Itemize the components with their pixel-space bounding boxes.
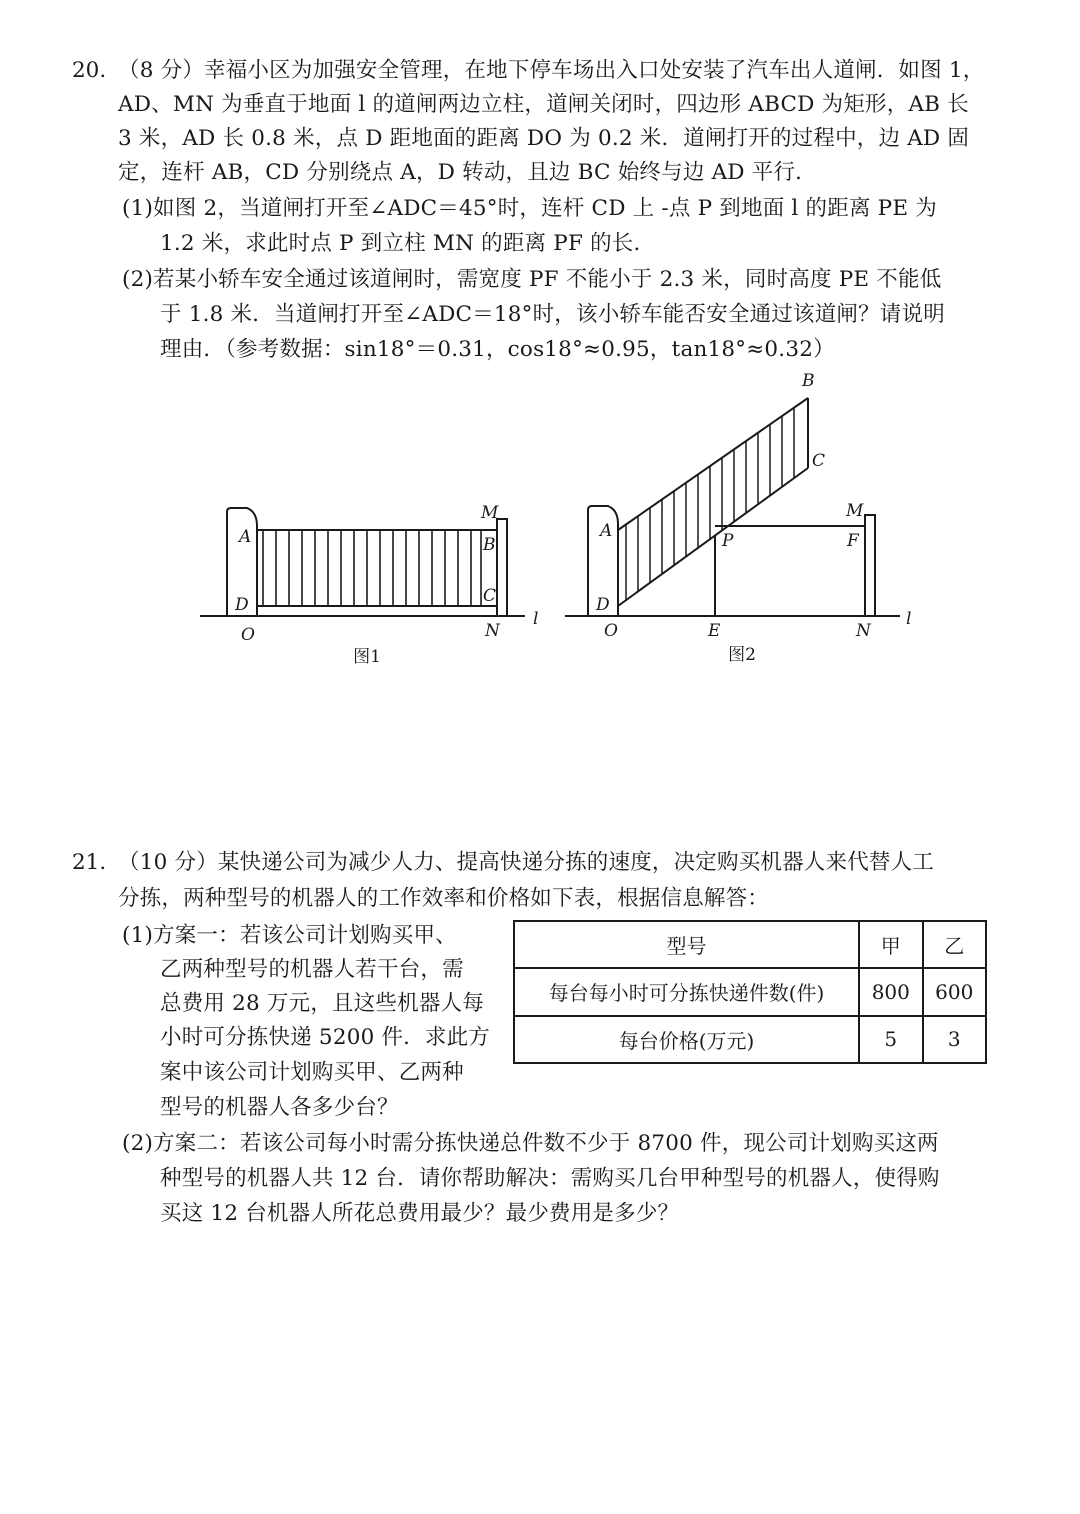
label-l2: l [906, 609, 912, 629]
q21-part1-line-2: 乙两种型号的机器人若干台，需 [160, 957, 464, 982]
label-A2: A [600, 521, 613, 541]
label-C2: C [812, 451, 826, 471]
q20-line-1: （8 分）幸福小区为加强安全管理，在地下停车场出入口处安装了汽车出人道闸．如图 1， [118, 58, 985, 83]
q20-part2-line-3: 理由．（参考数据：sin18°＝0.31，cos18°≈0.95，tan18°≈0.32） [160, 337, 835, 362]
q20-line-2: AD、MN 为垂直于地面 l 的道闸两边立柱，道闸关闭时，四边形 ABCD 为矩形，AB 长 [118, 92, 969, 117]
q21-part1-line-5: 案中该公司计划购买甲、乙两种 [160, 1060, 464, 1085]
table-cell: 每台每小时可分拣快递件数(件) [514, 968, 859, 1015]
gate-bars [626, 408, 794, 600]
label-A: A [239, 527, 252, 547]
label-B: B [483, 535, 496, 555]
label-P2: P [722, 531, 734, 551]
label-l: l [533, 609, 539, 629]
figure-1-caption: 图1 [353, 647, 381, 667]
robot-spec-table [513, 920, 987, 1064]
label-F2: F [847, 531, 859, 551]
figure-1-closed-gate [195, 490, 555, 670]
q21-part2-line-3: 买这 12 台机器人所花总费用最少？最少费用是多少？ [160, 1201, 680, 1226]
label-D: D [235, 595, 249, 615]
q21-part1-line-4: 小时可分拣快递 5200 件．求此方 [160, 1025, 490, 1050]
table-cell: 3 [923, 1016, 986, 1063]
figure-2-open-gate [560, 368, 930, 670]
q20-part1-line-2: 1.2 米，求此时点 P 到立柱 MN 的距离 PF 的长． [160, 231, 656, 256]
figure-2-caption: 图2 [728, 645, 756, 665]
label-M: M [481, 503, 499, 523]
label-N2: N [856, 621, 871, 641]
table-cell: 800 [859, 968, 922, 1015]
post-MN [497, 519, 507, 616]
table-row [514, 1016, 986, 1063]
table-header-row [514, 921, 986, 968]
label-N: N [485, 621, 500, 641]
q21-part2-line-2: 种型号的机器人共 12 台．请你帮助解决：需购买几台甲种型号的机器人，使得购 [160, 1166, 940, 1191]
label-D2: D [596, 595, 610, 615]
q21-part1-line-6: 型号的机器人各多少台？ [160, 1095, 399, 1120]
table-cell: 甲 [859, 921, 922, 968]
q20-part2-line-2: 于 1.8 米．当道闸打开至∠ADC＝18°时，该小轿车能否安全通过该道闸？请说明 [160, 302, 945, 327]
q21-line-2: 分拣，两种型号的机器人的工作效率和价格如下表，根据信息解答： [118, 886, 770, 911]
label-O: O [241, 625, 255, 645]
q20-part1-line-1: (1)如图 2，当道闸打开至∠ADC＝45°时，连杆 CD 上 -点 P 到地面 l 的距离 PE 为 [122, 196, 937, 221]
q21-line-1: （10 分）某快递公司为减少人力、提高快递分拣的速度，决定购买机器人来代替人工 [118, 850, 934, 875]
label-C: C [483, 586, 497, 606]
table-cell: 型号 [514, 921, 859, 968]
question-20-number: 20. [72, 58, 107, 83]
q21-part2-line-1: (2)方案二：若该公司每小时需分拣快递总件数不少于 8700 件，现公司计划购买这两 [122, 1131, 939, 1156]
q21-part1-line-1: (1)方案一：若该公司计划购买甲、 [122, 923, 457, 948]
table-cell: 600 [923, 968, 986, 1015]
q21-part1-line-3: 总费用 28 万元，且这些机器人每 [160, 991, 484, 1016]
q20-line-3: 3 米，AD 长 0.8 米，点 D 距地面的距离 DO 为 0.2 米．道闸打开的过程中，边 AD 固 [118, 126, 970, 151]
table-cell: 每台价格(万元) [514, 1016, 859, 1063]
table-cell: 5 [859, 1016, 922, 1063]
label-M2: M [846, 501, 864, 521]
q20-part2-line-1: (2)若某小轿车安全通过该道闸时，需宽度 PF 不能小于 2.3 米，同时高度 PE 不能低 [122, 267, 942, 292]
label-O2: O [604, 621, 618, 641]
table-row [514, 968, 986, 1015]
label-E2: E [708, 621, 721, 641]
q20-line-4: 定，连杆 AB，CD 分别绕点 A，D 转动，且边 BC 始终与边 AD 平行． [118, 160, 817, 185]
label-B2: B [802, 371, 815, 391]
table-cell: 乙 [923, 921, 986, 968]
question-21-number: 21. [72, 850, 107, 875]
